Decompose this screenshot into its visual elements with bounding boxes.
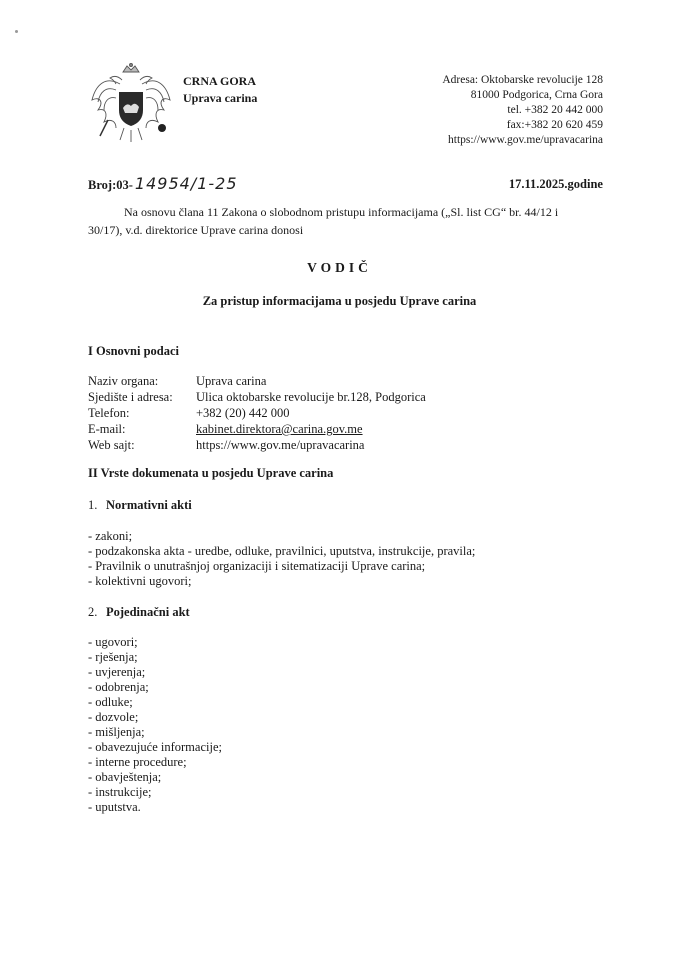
contact-block [442, 73, 603, 148]
org-country: CRNA GORA [183, 74, 257, 88]
list-item: - zakoni; [88, 529, 133, 543]
list-item: - ugovori; [88, 635, 138, 649]
reference-number [88, 174, 238, 193]
list-item: - obavještenja; [88, 770, 162, 784]
website-line[interactable]: https://www.gov.me/upravacarina [448, 134, 603, 146]
list-item: - obavezujuće informacije; [88, 740, 222, 754]
document-title: VODIČ [307, 260, 372, 275]
list-item: - Pravilnik o unutrašnjoj organizaciji i sitematizaciji Uprave carina; [88, 559, 426, 573]
list-item: - dozvole; [88, 710, 139, 724]
intro-text: Na osnovu člana 11 Zakona o slobodnom pristupu informacijama („Sl. list CG“ br. 44/12 i 30/17), v.d. direktorice Uprave carina donosi [88, 205, 559, 237]
subsection-title: Pojedinačni akt [106, 605, 190, 619]
info-label: Telefon: [88, 406, 130, 420]
address-line: Adresa: Oktobarske revolucije 128 [442, 74, 603, 86]
list-item: - odobrenja; [88, 680, 149, 694]
org-agency: Uprava carina [183, 91, 258, 105]
section-1-heading: I Osnovni podaci [88, 344, 180, 358]
section-2-heading: II Vrste dokumenata u posjedu Uprave carina [88, 466, 334, 480]
handwritten-number: 14954/1-25 [134, 174, 238, 193]
info-label: Web sajt: [88, 438, 135, 452]
list-item: - odluke; [88, 695, 133, 709]
list-item: - mišljenja; [88, 725, 145, 739]
document-subtitle: Za pristup informacijama u posjedu Uprave carina [202, 294, 477, 308]
info-label: Sjedište i adresa: [88, 390, 173, 404]
document-date: 17.11.2025.godine [508, 177, 603, 191]
info-value: Uprava carina [196, 374, 267, 388]
info-value: Ulica oktobarske revolucije br.128, Podgorica [196, 390, 426, 404]
info-row-phone [88, 405, 426, 421]
info-row-website [88, 437, 426, 453]
subsection-title: Normativni akti [106, 498, 192, 512]
list-item: - instrukcije; [88, 785, 152, 799]
phone-line: tel. +382 20 442 000 [507, 104, 603, 116]
info-label: Naziv organa: [88, 374, 159, 388]
organization-name [183, 73, 257, 107]
info-label: E-mail: [88, 422, 126, 436]
address-city: 81000 Podgorica, Crna Gora [470, 89, 603, 101]
normative-acts-list [88, 529, 475, 589]
list-item: - uputstva. [88, 800, 141, 814]
individual-acts-list [88, 635, 222, 815]
fax-line: fax:+382 20 620 459 [506, 119, 603, 131]
list-item: - podzakonska akta - uredbe, odluke, pravilnici, uputstva, instrukcije, pravila; [88, 544, 476, 558]
list-item: - rješenja; [88, 650, 138, 664]
website-link[interactable]: https://www.gov.me/upravacarina [196, 438, 365, 452]
scan-speck [15, 30, 18, 33]
email-link[interactable]: kabinet.direktora@carina.gov.me [196, 422, 363, 436]
list-item: - uvjerenja; [88, 665, 146, 679]
info-row-name [88, 373, 426, 389]
subsection-2-heading [88, 605, 190, 620]
subsection-number: 2. [88, 605, 98, 619]
info-row-address [88, 389, 426, 405]
coat-of-arms-emblem [86, 62, 176, 146]
reference-label: Broj:03- [88, 178, 133, 192]
info-row-email [88, 421, 426, 437]
list-item: - kolektivni ugovori; [88, 574, 192, 588]
intro-paragraph [88, 203, 588, 239]
list-item: - interne procedure; [88, 755, 187, 769]
subsection-number: 1. [88, 498, 98, 512]
info-value: +382 (20) 442 000 [196, 406, 290, 420]
subsection-1-heading [88, 498, 192, 513]
basic-info-table [88, 373, 426, 453]
